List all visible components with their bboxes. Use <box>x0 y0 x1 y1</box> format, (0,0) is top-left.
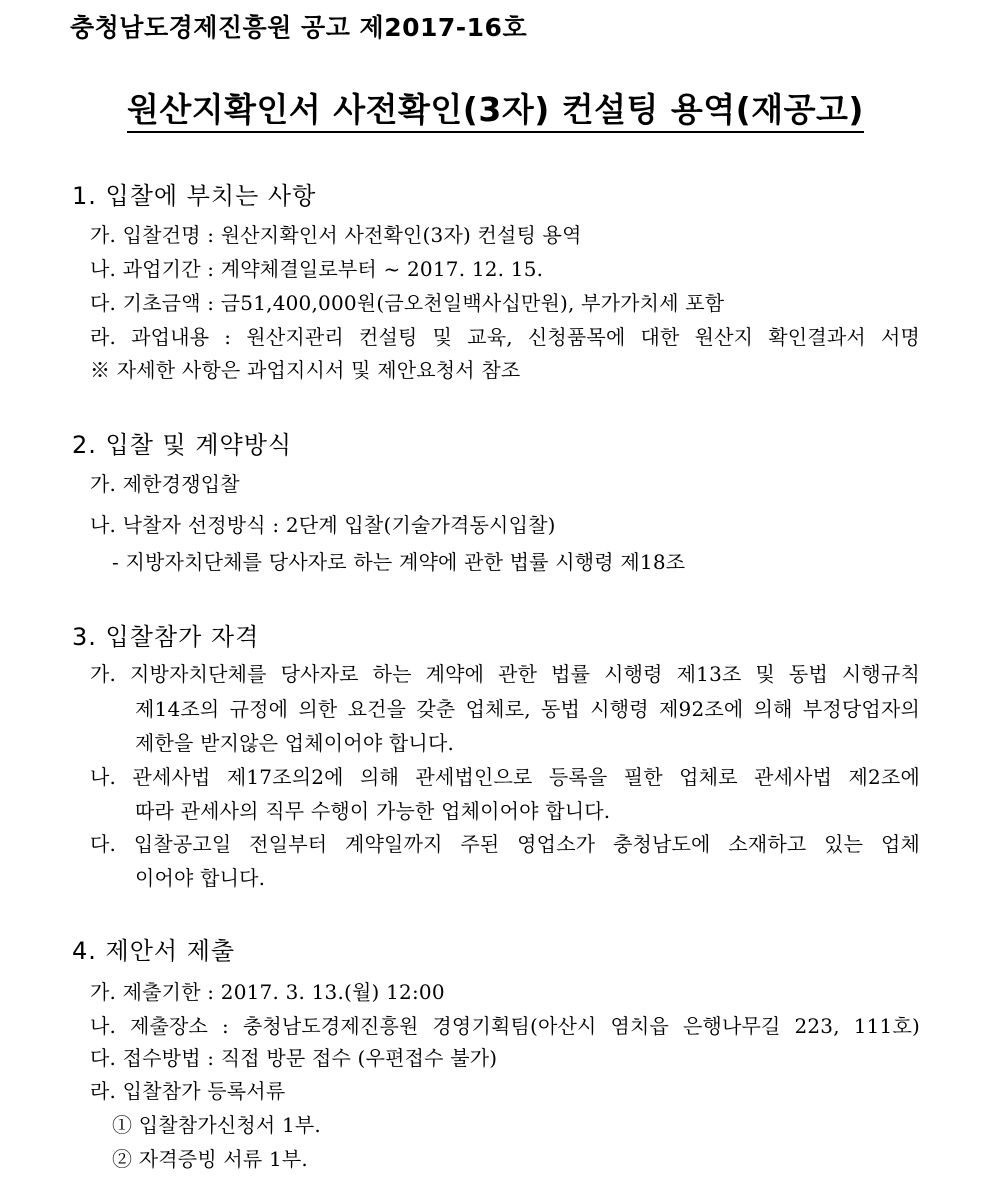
section-3-heading: 3. 입찰참가 자격 <box>72 623 260 651</box>
section-4-item-b-text: 나. 제출장소 : 충청남도경제진흥원 경영기획팀(아산시 염치읍 은행나무길 223, 111호) <box>90 1014 920 1038</box>
section-3-item-a-line2 <box>135 697 920 721</box>
section-1-heading: 1. 입찰에 부치는 사항 <box>72 182 317 210</box>
section-3-item-c-line1 <box>90 832 920 856</box>
section-1-item-d <box>90 325 920 349</box>
document-title-text: 원산지확인서 사전확인(3자) 컨설팅 용역(재공고) <box>127 90 864 133</box>
section-1-item-b: 나. 과업기간 : 계약체결일로부터 ~ 2017. 12. 15. <box>90 257 544 281</box>
section-4-item-c: 다. 접수방법 : 직접 방문 접수 (우편접수 불가) <box>90 1046 498 1070</box>
section-3-item-a-line3: 제한을 받지않은 업체이어야 합니다. <box>135 731 455 755</box>
section-3-item-a-line1-text: 가. 지방자치단체를 당사자로 하는 계약에 관한 법률 시행령 제13조 및 동법 시행규칙 <box>90 662 920 686</box>
section-3-item-b-line2: 따라 관세사의 직무 수행이 가능한 업체이어야 합니다. <box>135 799 611 823</box>
section-3-item-c-line1-text: 다. 입찰공고일 전일부터 계약일까지 주된 영업소가 충청남도에 소재하고 있는 업체 <box>90 832 920 856</box>
section-1-item-a: 가. 입찰건명 : 원산지확인서 사전확인(3자) 컨설팅 용역 <box>90 223 582 247</box>
section-3-item-a-line1 <box>90 662 920 686</box>
document-title <box>0 84 991 131</box>
section-3-item-a-line2-text: 제14조의 규정에 의한 요건을 갖춘 업체로, 동법 시행령 제92조에 의해 부정당업자의 <box>135 697 920 721</box>
section-4-doc-2: ② 자격증빙 서류 1부. <box>112 1147 308 1171</box>
section-4-item-d: 라. 입찰참가 등록서류 <box>90 1079 286 1103</box>
notice-number: 충청남도경제진흥원 공고 제2017-16호 <box>70 13 528 42</box>
section-4-item-b <box>90 1014 920 1038</box>
section-3-item-c-line2: 이어야 합니다. <box>135 866 266 890</box>
section-1-note: ※ 자세한 사항은 과업지시서 및 제안요청서 참조 <box>90 358 521 382</box>
section-4-doc-1: ① 입찰참가신청서 1부. <box>112 1113 321 1137</box>
section-2-item-b: 나. 낙찰자 선정방식 : 2단계 입찰(기술가격동시입찰) <box>90 513 556 537</box>
section-2-item-b-note: - 지방자치단체를 당사자로 하는 계약에 관한 법률 시행령 제18조 <box>112 550 686 574</box>
section-4-heading: 4. 제안서 제출 <box>72 937 236 965</box>
section-3-item-b-line1-text: 나. 관세사법 제17조의2에 의해 관세법인으로 등록을 필한 업체로 관세사법 제2조에 <box>90 765 920 789</box>
section-4-item-a: 가. 제출기한 : 2017. 3. 13.(월) 12:00 <box>90 980 445 1004</box>
section-1-item-d-text: 라. 과업내용 : 원산지관리 컨설팅 및 교육, 신청품목에 대한 원산지 확인결과서 서명 <box>90 325 920 349</box>
section-1-item-c: 다. 기초금액 : 금51,400,000원(금오천일백사십만원), 부가가치세 포함 <box>90 291 725 315</box>
section-2-item-a: 가. 제한경쟁입찰 <box>90 472 240 496</box>
section-3-item-b-line1 <box>90 765 920 789</box>
section-2-heading: 2. 입찰 및 계약방식 <box>72 431 293 459</box>
